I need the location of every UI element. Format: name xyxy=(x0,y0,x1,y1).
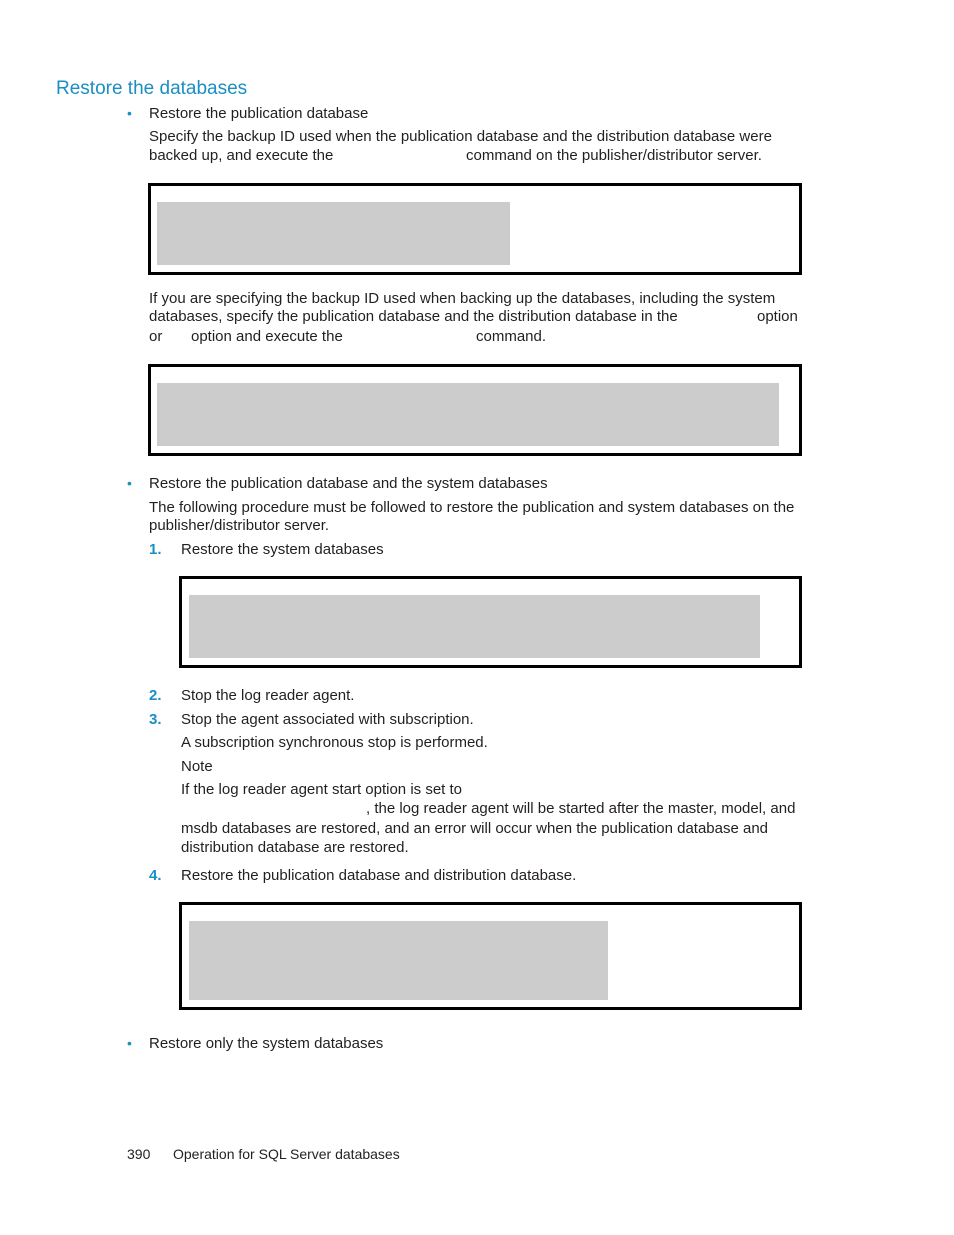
bullet-icon: • xyxy=(127,105,132,121)
step-subtext: A subscription synchronous stop is performed. xyxy=(181,734,488,751)
code-block xyxy=(179,576,802,668)
note-line: If the log reader agent start option is set to xyxy=(181,781,463,798)
step-number: 1. xyxy=(149,541,162,558)
step-text: Stop the agent associated with subscription. xyxy=(181,711,474,728)
chapter-title: Operation for SQL Server databases xyxy=(173,1146,400,1162)
section-title: Restore the databases xyxy=(56,78,248,99)
step-text: Restore the publication database and distribution database. xyxy=(181,867,577,884)
code-content xyxy=(157,202,510,265)
paragraph-line: command on the publisher/distributor server. xyxy=(466,147,762,164)
note-line: msdb databases are restored, and an error will occur when the publication database and xyxy=(181,820,769,837)
code-content xyxy=(157,383,779,446)
paragraph-line: option xyxy=(757,308,798,325)
bullet-title: Restore the publication database xyxy=(149,105,369,122)
bullet-title: Restore the publication database and the system databases xyxy=(149,475,548,492)
paragraph-line: or xyxy=(149,328,163,345)
step-text: Stop the log reader agent. xyxy=(181,687,355,704)
paragraph-line: publisher/distributor server. xyxy=(149,517,330,534)
step-number: 3. xyxy=(149,711,162,728)
paragraph-line: databases, specify the publication database and the distribution database in the xyxy=(149,308,678,325)
step-number: 4. xyxy=(149,867,162,884)
step-text: Restore the system databases xyxy=(181,541,384,558)
note-line: , the log reader agent will be started after the master, model, and xyxy=(366,800,796,817)
step-number: 2. xyxy=(149,687,162,704)
paragraph-line: command. xyxy=(476,328,547,345)
code-block xyxy=(179,902,802,1010)
code-block xyxy=(148,364,802,456)
bullet-icon: • xyxy=(127,1035,132,1051)
note-label: Note xyxy=(181,758,213,775)
code-content xyxy=(189,595,760,658)
paragraph-line: backed up, and execute the xyxy=(149,147,334,164)
paragraph-line: option and execute the xyxy=(191,328,343,345)
paragraph-line: The following procedure must be followed to restore the publication and system databases on the xyxy=(149,499,795,516)
code-block xyxy=(148,183,802,275)
paragraph-line: If you are specifying the backup ID used when backing up the databases, including the system xyxy=(149,290,776,307)
page-number: 390 xyxy=(127,1146,151,1162)
note-line: distribution database are restored. xyxy=(181,839,409,856)
paragraph-line: Specify the backup ID used when the publication database and the distribution database were xyxy=(149,128,772,145)
bullet-title: Restore only the system databases xyxy=(149,1035,384,1052)
code-content xyxy=(189,921,608,1000)
bullet-icon: • xyxy=(127,475,132,491)
